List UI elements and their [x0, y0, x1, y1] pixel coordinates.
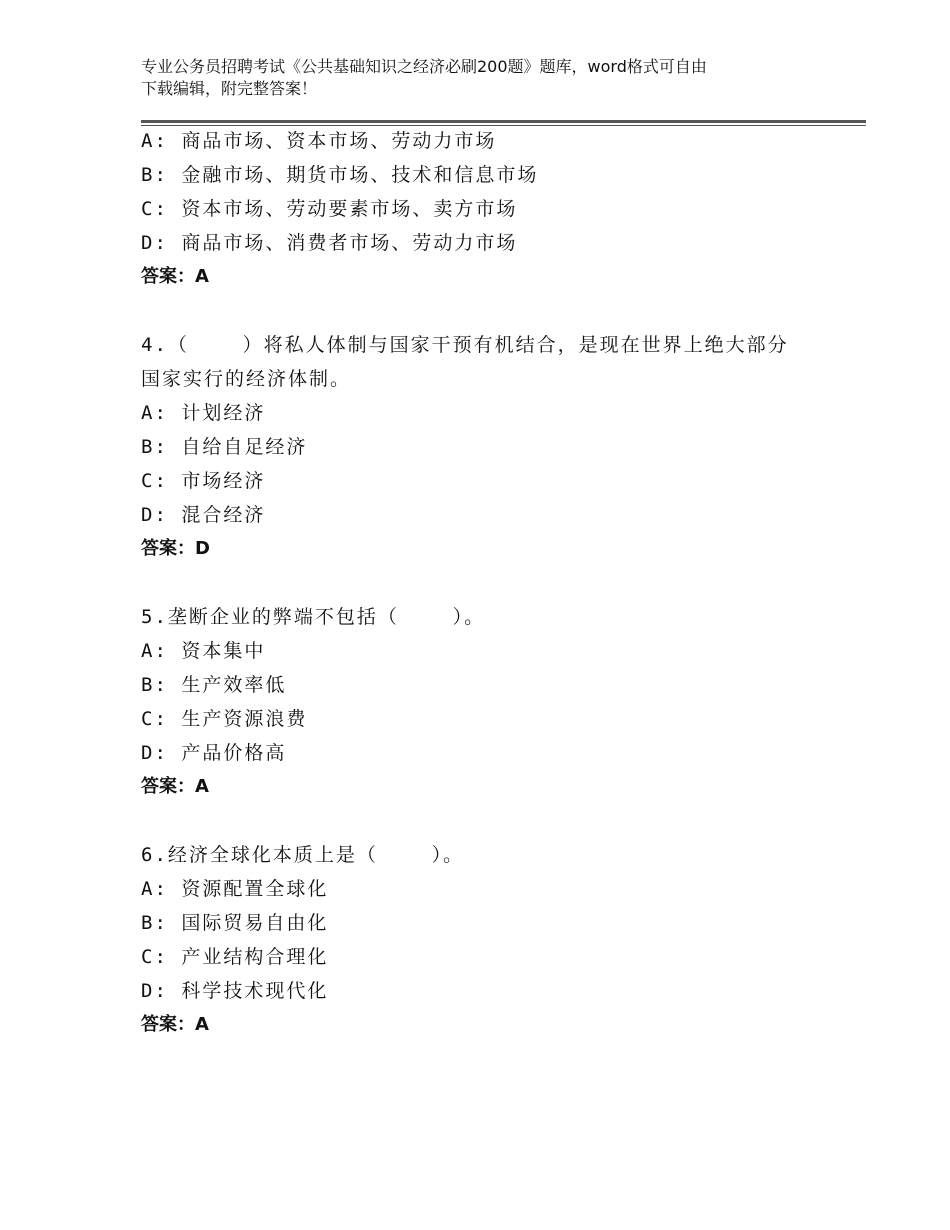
question-stem: 4.（ ）将私人体制与国家干预有机结合，是现在世界上绝大部分	[141, 334, 789, 356]
option-d: D: 商品市场、消费者市场、劳动力市场	[141, 232, 518, 254]
question-stem-continued: 国家实行的经济体制。	[141, 368, 352, 390]
header-line-2: 下载编辑，附完整答案！	[141, 79, 318, 98]
question-3	[141, 124, 841, 294]
option-b: B: 生产效率低	[141, 674, 287, 696]
header-line-1: 专业公务员招聘考试《公共基础知识之经济必刷200题》题库，word格式可自由	[141, 57, 707, 76]
spacer	[141, 294, 841, 328]
option-b: B: 金融市场、期货市场、技术和信息市场	[141, 164, 539, 186]
option-c: C: 生产资源浪费	[141, 708, 308, 730]
question-6	[141, 838, 841, 1042]
answer-label: 答案：D	[141, 538, 210, 559]
option-b: B: 自给自足经济	[141, 436, 308, 458]
option-a: A: 资本集中	[141, 640, 266, 662]
option-c: C: 市场经济	[141, 470, 266, 492]
question-stem: 5.垄断企业的弊端不包括（ ）。	[141, 606, 486, 628]
question-5	[141, 600, 841, 804]
option-c: C: 资本市场、劳动要素市场、卖方市场	[141, 198, 518, 220]
option-a: A: 商品市场、资本市场、劳动力市场	[141, 130, 497, 152]
document-header	[141, 56, 821, 100]
option-d: D: 科学技术现代化	[141, 980, 329, 1002]
option-b: B: 国际贸易自由化	[141, 912, 329, 934]
answer-label: 答案：A	[141, 776, 209, 797]
question-4	[141, 328, 841, 566]
spacer	[141, 804, 841, 838]
option-c: C: 产业结构合理化	[141, 946, 329, 968]
answer-label: 答案：A	[141, 1014, 209, 1035]
option-a: A: 计划经济	[141, 402, 266, 424]
option-a: A: 资源配置全球化	[141, 878, 329, 900]
header-rule-thick	[141, 120, 866, 123]
option-d: D: 混合经济	[141, 504, 266, 526]
spacer	[141, 566, 841, 600]
question-list	[141, 124, 841, 1042]
option-d: D: 产品价格高	[141, 742, 287, 764]
question-stem: 6.经济全球化本质上是（ ）。	[141, 844, 465, 866]
answer-label: 答案：A	[141, 266, 209, 287]
